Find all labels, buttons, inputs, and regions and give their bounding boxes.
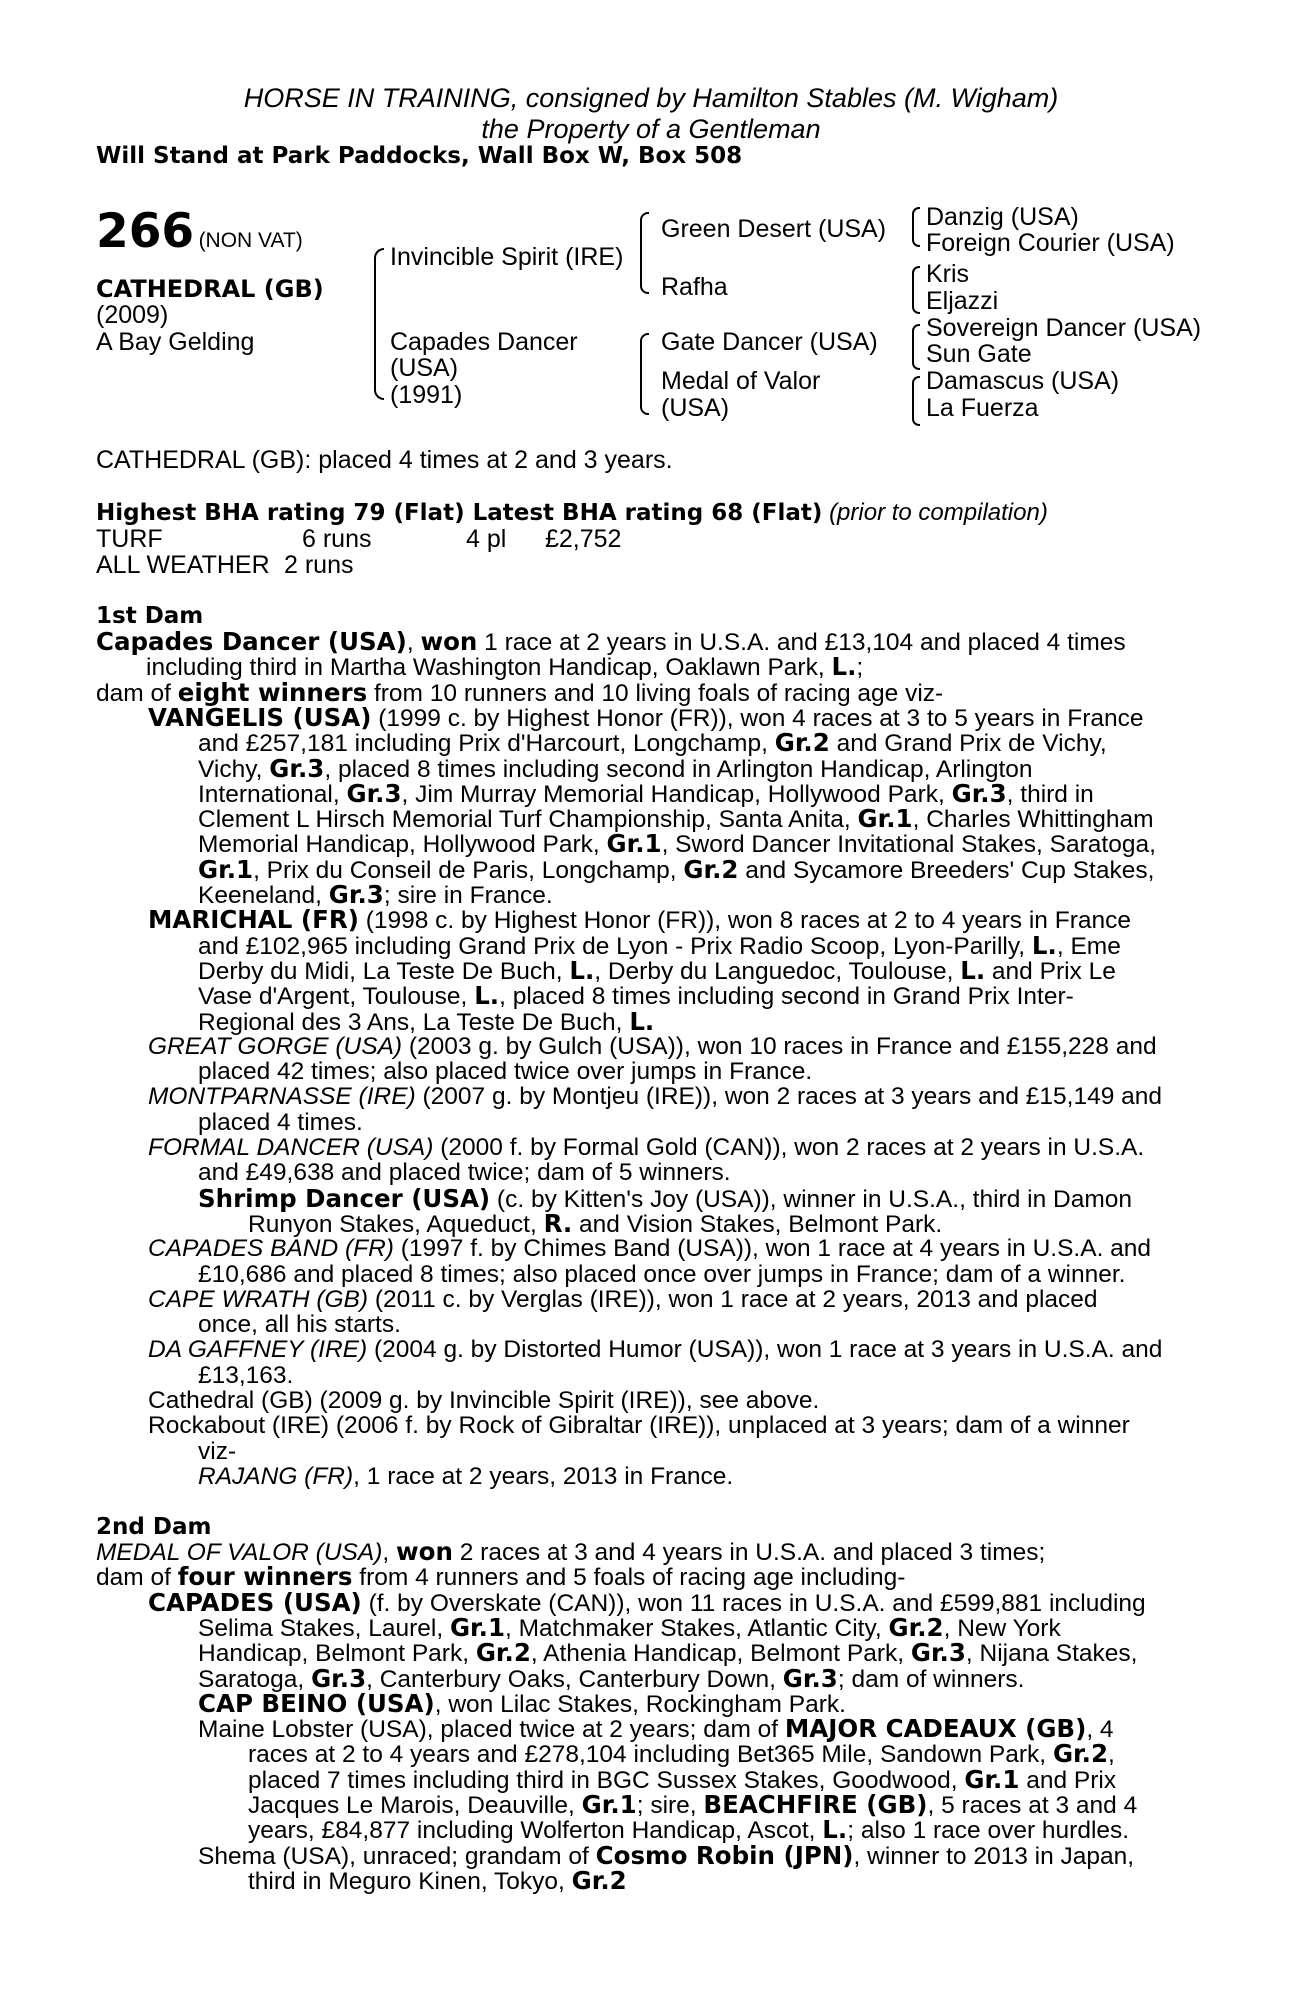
- pedigree-bracket-ss: [912, 207, 920, 247]
- text: , Matchmaker Stakes, Atlantic City,: [505, 1614, 889, 1642]
- pedigree-ddd: La Fuerza: [926, 394, 1039, 422]
- grade: Gr.2: [683, 854, 739, 884]
- pedigree-ssd: Foreign Courier (USA): [926, 229, 1175, 257]
- progeny-name: MAJOR CADEAUX (GB): [784, 1714, 1087, 1744]
- turf-placings: 4 pl: [466, 525, 507, 553]
- text: £10,686 and placed 8 times; also placed once over jumps in France; dam of a winner.: [198, 1260, 1126, 1288]
- text: (2004 g. by Distorted Humor (USA)), won 1 race at 3 years in U.S.A. and: [367, 1336, 1163, 1364]
- text: dam of: [96, 1564, 178, 1592]
- text: years, £84,877 including Wolferton Handicap, Ascot,: [248, 1817, 823, 1845]
- text: once, all his starts.: [198, 1311, 401, 1339]
- text: and Grand Prix de Vichy,: [829, 730, 1107, 758]
- grade: R.: [543, 1208, 573, 1238]
- header-property: the Property of a Gentleman: [481, 114, 821, 144]
- progeny-name: VANGELIS (USA): [148, 702, 372, 732]
- winners-count: eight winners: [177, 677, 368, 707]
- first-dam-record: 1 race at 2 years in U.S.A. and £13,104 and placed 4 times: [477, 629, 1126, 656]
- pedigree-dam-dam-line2: (USA): [661, 394, 730, 422]
- text: , Prix du Conseil de Paris, Longchamp,: [253, 856, 684, 884]
- text: placed 4 times.: [198, 1108, 363, 1136]
- text: and Prix: [1019, 1766, 1117, 1794]
- progeny-name: CAP BEINO (USA): [198, 1688, 435, 1718]
- pedigree-bracket-dam: [640, 333, 649, 415]
- grade: Gr.3: [269, 753, 325, 783]
- text: , placed 8 times including second in Grand Prix Inter-: [499, 983, 1074, 1011]
- progeny-vangelis: [148, 702, 1144, 732]
- progeny-name: CAPE WRATH (GB): [148, 1285, 369, 1313]
- text: ,: [382, 1539, 396, 1566]
- text: , Charles Whittingham: [912, 806, 1154, 834]
- grade: Gr.3: [311, 1663, 367, 1693]
- pedigree-dam-line2: (USA): [390, 354, 459, 382]
- text: from 10 runners and 10 living foals of racing age viz-: [367, 679, 944, 707]
- grade: Gr.3: [346, 778, 402, 808]
- text: , Derby du Languedoc, Toulouse,: [594, 957, 961, 985]
- progeny-name: MARICHAL (FR): [148, 905, 359, 935]
- progeny-name: CAPADES (USA): [148, 1587, 362, 1617]
- pedigree-dam-dam-line1: Medal of Valor: [661, 367, 821, 395]
- text: Regional des 3 Ans, La Teste De Buch,: [198, 1008, 630, 1036]
- progeny-maine-lobster: [198, 1716, 1114, 1742]
- text: (f. by Overskate (CAN)), won 11 races in U.S.A. and £599,881 including: [361, 1589, 1146, 1617]
- progeny-shema: [198, 1840, 1135, 1870]
- text: (2003 g. by Gulch (USA)), won 10 races in France and £155,228 and: [402, 1032, 1157, 1060]
- text: Shema (USA), unraced; grandam of: [198, 1842, 596, 1870]
- text: placed 42 times; also placed twice over jumps in France.: [198, 1058, 813, 1086]
- grade: Gr.3: [782, 1663, 838, 1693]
- grade: Gr.1: [581, 1790, 637, 1819]
- progeny-da-gaffney: [148, 1337, 1162, 1362]
- bha-ratings: [96, 499, 1048, 527]
- progeny-name: GREAT GORGE (USA): [148, 1032, 403, 1060]
- text: third in Meguro Kinen, Tokyo,: [248, 1867, 572, 1895]
- text: ; sire in France.: [383, 882, 553, 909]
- text: (2011 c. by Verglas (IRE)), won 1 race at 2 years, 2013 and placed: [368, 1285, 1098, 1313]
- text: placed 7 times including third in BGC Sussex Stakes, Goodwood,: [248, 1766, 965, 1794]
- pedigree-sire-sire: Green Desert (USA): [661, 215, 887, 243]
- text: Saratoga,: [198, 1665, 312, 1693]
- text: , Jim Murray Memorial Handicap, Hollywood Park,: [401, 780, 952, 808]
- pedigree-sire: Invincible Spirit (IRE): [390, 243, 624, 271]
- vat-status: (NON VAT): [198, 229, 303, 252]
- text: , 1 race at 2 years, 2013 in France.: [353, 1462, 734, 1490]
- progeny-name: FORMAL DANCER (USA): [148, 1134, 434, 1161]
- grade: Gr.3: [951, 778, 1007, 808]
- text: , winner to 2013 in Japan,: [853, 1842, 1135, 1870]
- grade: L.: [569, 955, 595, 985]
- progeny-name: MONTPARNASSE (IRE): [148, 1083, 416, 1111]
- pedigree-bracket-sire: [640, 212, 649, 294]
- text: ; sire,: [636, 1792, 704, 1819]
- grade: Gr.1: [857, 804, 913, 834]
- text: ,: [1108, 1741, 1115, 1769]
- progeny-name: RAJANG (FR): [198, 1462, 354, 1490]
- grade: Gr.2: [475, 1638, 531, 1668]
- text: 2 races at 3 and 4 years in U.S.A. and placed 3 times;: [452, 1539, 1046, 1566]
- text: from 4 runners and 5 foals of racing age including-: [352, 1564, 906, 1592]
- text: (2000 f. by Formal Gold (CAN)), won 2 races at 2 years in U.S.A.: [433, 1134, 1145, 1161]
- text: and £49,638 and placed twice; dam of 5 winners.: [198, 1159, 731, 1187]
- bha-ratings-text: Highest BHA rating 79 (Flat) Latest BHA rating 68 (Flat): [96, 500, 823, 526]
- turf-label: TURF: [96, 525, 163, 553]
- grade: L.: [629, 1006, 655, 1036]
- text: , Nijana Stakes,: [965, 1640, 1138, 1668]
- text: , won Lilac Stakes, Rockingham Park.: [434, 1690, 846, 1718]
- pedigree-bracket-main: [374, 248, 384, 400]
- progeny-capades-band: [148, 1236, 1151, 1261]
- text: and £102,965 including Grand Prix de Lyon - Prix Radio Scoop, Lyon-Parilly,: [198, 932, 1032, 960]
- text: , Sword Dancer Invitational Stakes, Saratoga,: [661, 831, 1156, 859]
- pedigree-dam-line3: (1991): [390, 381, 463, 409]
- first-dam-heading: 1st Dam: [96, 603, 204, 629]
- progeny-name: BEACHFIRE (GB): [703, 1790, 928, 1819]
- text: (1999 c. by Highest Honor (FR)), won 4 races at 3 to 5 years in France: [371, 704, 1144, 732]
- progeny-capades: [148, 1587, 1146, 1617]
- text: (c. by Kitten's Joy (USA)), winner in U.S.A., third in Damon: [490, 1185, 1133, 1213]
- grade: Gr.3: [910, 1638, 966, 1668]
- grade: Gr.1: [449, 1612, 505, 1642]
- grade: L.: [960, 955, 986, 985]
- horse-description: A Bay Gelding: [96, 328, 255, 356]
- progeny-cape-wrath: [148, 1287, 1098, 1312]
- header-location: Will Stand at Park Paddocks, Wall Box W, Box 508: [96, 143, 743, 169]
- aw-runs: 2 runs: [284, 551, 354, 579]
- text: and Vision Stakes, Belmont Park.: [572, 1210, 943, 1238]
- pedigree-sds: Kris: [926, 260, 970, 288]
- text: Runyon Stakes, Aqueduct,: [248, 1210, 544, 1238]
- grade: L.: [822, 1815, 848, 1845]
- progeny-cathedral: Cathedral (GB) (2009 g. by Invincible Spirit (IRE)), see above.: [148, 1387, 820, 1414]
- grandprogeny-cap-beino: [198, 1688, 846, 1718]
- text: Jacques Le Marois, Deauville,: [248, 1792, 582, 1819]
- pedigree-bracket-sd: [912, 266, 920, 314]
- aw-label: ALL WEATHER: [96, 551, 270, 579]
- grade: Gr.1: [198, 854, 254, 884]
- text: (1997 f. by Chimes Band (USA)), won 1 race at 4 years in U.S.A. and: [393, 1235, 1152, 1263]
- text: , New York: [943, 1614, 1061, 1642]
- won-label: won: [420, 627, 478, 656]
- text: and Prix Le: [985, 957, 1116, 985]
- grade: L.: [1031, 930, 1057, 960]
- text: and £257,181 including Prix d'Harcourt, Longchamp,: [198, 730, 775, 758]
- grade: Gr.2: [888, 1612, 944, 1642]
- text: races at 2 to 4 years and £278,104 including Bet365 Mile, Sandown Park,: [248, 1741, 1053, 1769]
- text: , Athenia Handicap, Belmont Park,: [530, 1640, 911, 1668]
- race-summary: CATHEDRAL (GB): placed 4 times at 2 and 3 years.: [96, 446, 673, 474]
- text: , third in: [1006, 780, 1094, 808]
- text: Clement L Hirsch Memorial Turf Championship, Santa Anita,: [198, 806, 858, 834]
- first-dam-name: Capades Dancer (USA): [96, 627, 407, 656]
- text: Memorial Handicap, Hollywood Park,: [198, 831, 607, 859]
- turf-runs: 6 runs: [302, 525, 372, 553]
- progeny-formal-dancer: [148, 1135, 1144, 1160]
- text: , 5 races at 3 and 4: [927, 1792, 1138, 1819]
- text: (1998 c. by Highest Honor (FR)), won 8 races at 2 to 4 years in France: [358, 907, 1131, 935]
- horse-year: (2009): [96, 301, 169, 329]
- bha-ratings-note: (prior to compilation): [829, 499, 1048, 526]
- text: ; also 1 race over hurdles.: [847, 1817, 1130, 1845]
- text: ; dam of winners.: [837, 1665, 1025, 1693]
- pedigree-dds: Damascus (USA): [926, 367, 1120, 395]
- catalogue-page: HORSE IN TRAINING, consigned by Hamilton Stables (M. Wigham) the Property of a Gentleman Will Stand at Park Paddocks, Wall Box W, Box 508 266 (NON VAT) CATHEDRAL (GB) (2009) A Bay Gelding Invincible Spirit (IRE) Capades Dancer (USA) (1991) Green Desert (USA) Rafha Gate Dancer (USA) Medal of Valor (USA) Danzig (USA) Foreign Courier (USA) Kris Eljazzi Sovereign Dancer (USA) Sun Gate Damascus (USA) La Fuerza CATHEDRAL (GB): placed 4 times at 2 and 3 years. Highest BHA rating 79 (Flat) Latest BHA rating 68 (Flat) (prior to compilation) TURF 6 runs 4 pl £2,752 ALL WEATHER 2 runs 1st Dam Capades Dancer (USA), won 1 race at 2 years in U.S.A. and £13,104 and placed 4 times including third in Martha Washington Handicap, Oaklawn Park, L.; dam of eight winners from 10 runners and 10 living foals of racing age viz- VANGELIS (USA) (1999 c. by Highest Honor (FR)), won 4 races at 3 to 5 years in France and £257,181 including Prix d'Harcourt, Longchamp, Gr.2 and Grand Prix de Vichy, Vichy, Gr.3, placed 8 times including second in Arlington Handicap, Arlington International, Gr.3, Jim Murray Memorial Handicap, Hollywood Park, Gr.3, third in Clement L Hirsch Memorial Turf Championship, Santa Anita, Gr.1, Charles Whittingham Memorial Handicap, Hollywood Park, Gr.1, Sword Dancer Invitational Stakes, Saratoga, Gr.1, Prix du Conseil de Paris, Longchamp, Gr.2 and Sycamore Breeders' Cup Stakes, Keeneland, Gr.3; sire in France. MARICHAL (FR) (1998 c. by Highest Honor (FR)), won 8 races at 2 to 4 years in France and £102,965 including Grand Prix de Lyon - Prix Radio Scoop, Lyon-Parilly, L., Eme Derby du Midi, La Teste De Buch, L., Derby du Languedoc, Toulouse, L. and Prix Le Vase d'Argent, Toulouse, L., placed 8 times including second in Grand Prix Inter- Regional des 3 Ans, La Teste De Buch, L. GREAT GORGE (USA) (2003 g. by Gulch (USA)), won 10 races in France and £155,228 and placed 42 times; also placed twice over jumps in France. MONTPARNASSE (IRE) (2007 g. by Montjeu (IRE)), won 2 races at 3 years and £15,149 and placed 4 times. FORMAL DANCER (USA) (2000 f. by Formal Gold (CAN)), won 2 races at 2 years in U.S.A. and £49,638 and placed twice; dam of 5 winners. Shrimp Dancer (USA) (c. by Kitten's Joy (USA)), winner in U.S.A., third in Damon Runyon Stakes, Aqueduct, R. and Vision Stakes, Belmont Park. CAPADES BAND (FR) (1997 f. by Chimes Band (USA)), won 1 race at 4 years in U.S.A. and £10,686 and placed 8 times; also placed once over jumps in France; dam of a winner. CAPE WRATH (GB) (2011 c. by Verglas (IRE)), won 1 race at 2 years, 2013 and placed once, all his starts. DA GAFFNEY (IRE) (2004 g. by Distorted Humor (USA)), won 1 race at 3 years in U.S.A. and £13,163. Cathedral (GB) (2009 g. by Invincible Spirit (IRE)), see above. Rockabout (IRE) (2006 f. by Rock of Gibraltar (IRE)), unplaced at 3 years; dam of a winner viz- RAJANG (FR), 1 race at 2 years, 2013 in France. 2nd Dam MEDAL OF VALOR (USA), won 2 races at 3 and 4 years in U.S.A. and placed 3 times; dam of four winners from 4 runners and 5 foals of racing age including- CAPADES (USA) (f. by Overskate (CAN)), won 11 races in U.S.A. and £599,881 including Selima Stakes, Laurel, Gr.1, Matchmaker Stakes, Atlantic City, Gr.2, New York Handicap, Belmont Park, Gr.2, Athenia Handicap, Belmont Park, Gr.3, Nijana Stakes, Saratoga, Gr.3, Canterbury Oaks, Canterbury Down, Gr.3; dam of winners. CAP BEINO (USA), won Lilac Stakes, Rockingham Park. Maine Lobster (USA), placed twice at 2 years; dam of MAJOR CADEAUX (GB), 4 races at 2 to 4 years and £278,104 including Bet365 Mile, Sandown Park, Gr.2, placed 7 times including third in BGC Sussex Stakes, Goodwood, Gr.1 and Prix Jacques Le Marois, Deauville, Gr.1; sire, BEACHFIRE (GB), 5 races at 3 and 4 years, £84,877 including Wolferton Handicap, Ascot, L.; also 1 race over hurdles. Shema (USA), unraced; grandam of Cosmo Robin (JPN), winner to 2013 in Japan, third in Meguro Kinen, Tokyo, Gr.2: [0, 0, 1314, 2000]
- grade: Gr.1: [606, 829, 662, 859]
- text: Vase d'Argent, Toulouse,: [198, 983, 475, 1011]
- text: Derby du Midi, La Teste De Buch,: [198, 957, 570, 985]
- text: Handicap, Belmont Park,: [198, 1640, 476, 1668]
- grade: Gr.2: [1052, 1739, 1108, 1769]
- pedigree-dam-line1: Capades Dancer: [390, 328, 578, 356]
- text: Maine Lobster (USA), placed twice at 2 years; dam of: [198, 1716, 785, 1744]
- text: £13,163.: [198, 1361, 294, 1389]
- pedigree-sss: Danzig (USA): [926, 203, 1079, 231]
- progeny-marichal: [148, 907, 1131, 933]
- second-dam-name: MEDAL OF VALOR (USA): [96, 1539, 383, 1566]
- pedigree-dam-sire: Gate Dancer (USA): [661, 328, 878, 356]
- grade: L.: [474, 981, 500, 1011]
- turf-prize: £2,752: [545, 525, 622, 553]
- progeny-rockabout: Rockabout (IRE) (2006 f. by Rock of Gibraltar (IRE)), unplaced at 3 years; dam of a winner: [148, 1412, 1130, 1440]
- text: (2007 g. by Montjeu (IRE)), won 2 races at 3 years and £15,149 and: [415, 1083, 1163, 1111]
- pedigree-dss: Sovereign Dancer (USA): [926, 314, 1202, 342]
- pedigree-bracket-dd: [912, 376, 920, 426]
- text: Keeneland,: [198, 882, 329, 909]
- lot-number: 266: [96, 204, 195, 259]
- text: including third in Martha Washington Handicap, Oaklawn Park,: [146, 654, 832, 682]
- text: , 4: [1086, 1716, 1114, 1744]
- horse-name: CATHEDRAL (GB): [96, 275, 324, 303]
- progeny-name: CAPADES BAND (FR): [148, 1235, 394, 1263]
- grade: Gr.3: [328, 880, 384, 909]
- text: ;: [856, 654, 864, 682]
- progeny-name: Cosmo Robin (JPN): [595, 1840, 854, 1870]
- text: Selima Stakes, Laurel,: [198, 1614, 450, 1642]
- grade: L.: [831, 652, 857, 682]
- grade: Gr.2: [774, 728, 830, 758]
- grandprogeny-shrimp-dancer: [198, 1183, 1133, 1213]
- grade: Gr.1: [964, 1764, 1020, 1794]
- second-dam-heading: 2nd Dam: [96, 1514, 212, 1540]
- progeny-great-gorge: [148, 1034, 1157, 1059]
- text: , Eme: [1056, 932, 1121, 960]
- pedigree-dsd: Sun Gate: [926, 340, 1032, 368]
- progeny-name: Shrimp Dancer (USA): [198, 1183, 491, 1213]
- lot-number-row: [96, 206, 303, 258]
- text: International,: [198, 780, 347, 808]
- pedigree-bracket-ds: [912, 324, 920, 370]
- progeny-montparnasse: [148, 1084, 1162, 1109]
- grade: Gr.2: [571, 1865, 627, 1895]
- pedigree-sdd: Eljazzi: [926, 287, 999, 315]
- won-label: won: [396, 1537, 453, 1566]
- header-consignor: HORSE IN TRAINING, consigned by Hamilton Stables (M. Wigham): [243, 83, 1059, 113]
- grandprogeny-rajang: [198, 1464, 733, 1489]
- progeny-name: DA GAFFNEY (IRE): [148, 1336, 368, 1364]
- text: , Canterbury Oaks, Canterbury Down,: [366, 1665, 783, 1693]
- text: , placed 8 times including second in Arlington Handicap, Arlington: [324, 755, 1033, 783]
- text: dam of: [96, 679, 178, 707]
- pedigree-sire-dam: Rafha: [661, 273, 728, 301]
- text: Vichy,: [198, 755, 270, 783]
- text: viz-: [198, 1437, 237, 1465]
- text: and Sycamore Breeders' Cup Stakes,: [738, 856, 1155, 884]
- winners-count: four winners: [177, 1562, 353, 1592]
